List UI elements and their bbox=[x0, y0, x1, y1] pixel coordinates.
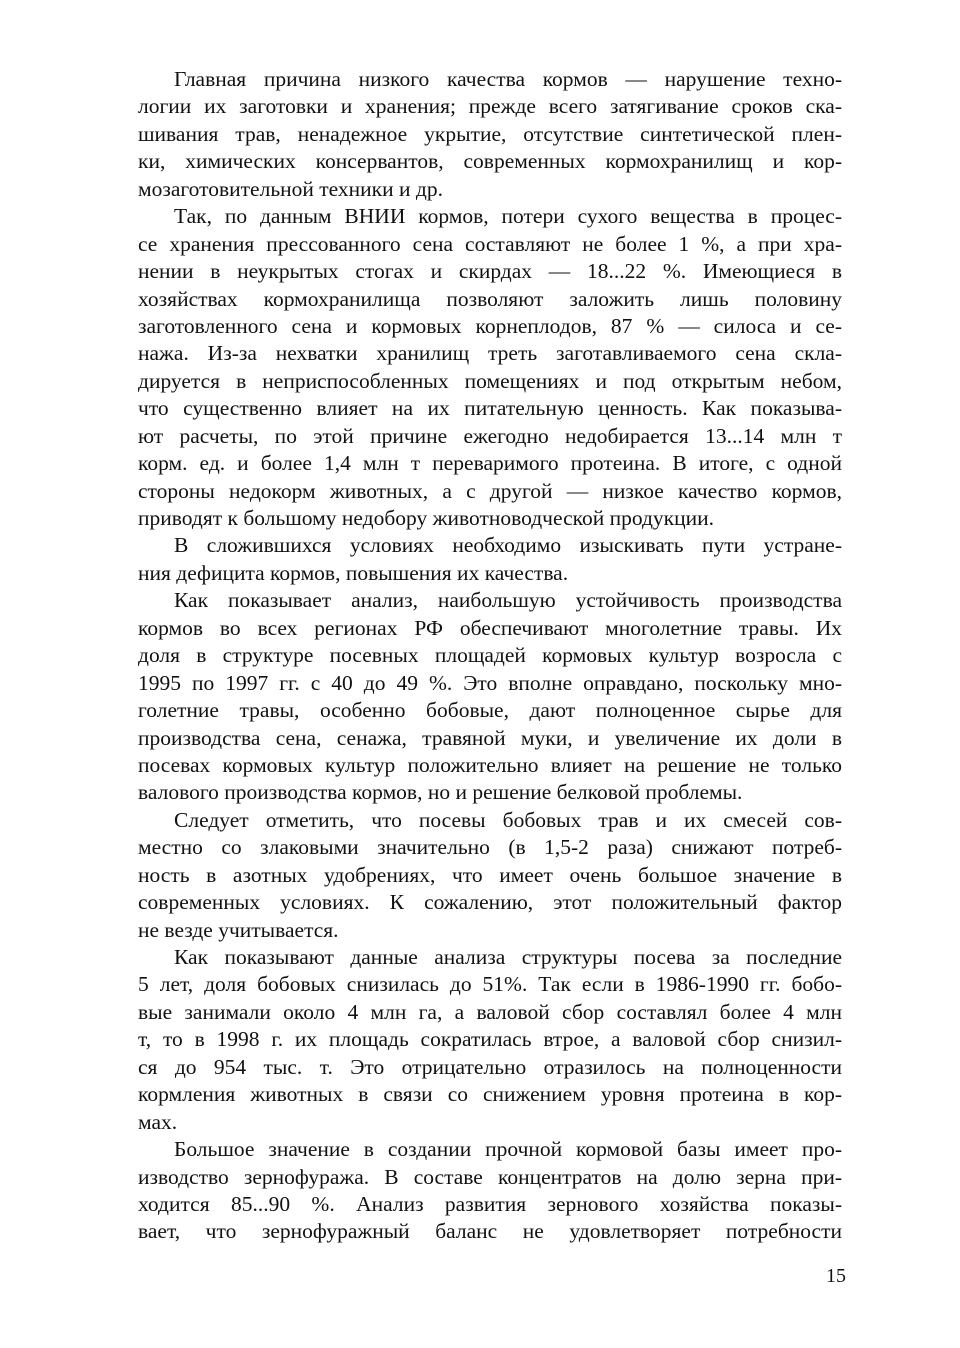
text-line: голетние травы, особенно бобовые, дают полноценное сырье для bbox=[138, 698, 842, 723]
text-line: т, то в 1998 г. их площадь сократилась втрое, а валовой сбор снизил- bbox=[138, 1027, 842, 1052]
text-line: нении в неукрытых стогах и скирдах — 18...22 %. Имеющиеся в bbox=[138, 259, 842, 284]
text-line: дируется в неприспособленных помещениях и под открытым небом, bbox=[138, 368, 842, 393]
text-line: шивания трав, ненадежное укрытие, отсутствие синтетической плен- bbox=[138, 121, 842, 146]
text-line: приводят к большому недобору животноводческой продукции. bbox=[138, 506, 715, 530]
text-line: Большое значение в создании прочной кормовой базы имеет про- bbox=[174, 1137, 842, 1162]
page-number: 15 bbox=[826, 1265, 846, 1287]
text-line: стороны недокорм животных, а с другой — низкое качество кормов, bbox=[138, 478, 842, 503]
text-line: кормов во всех регионах РФ обеспечивают многолетние травы. Их bbox=[138, 615, 842, 640]
text-line: не везде учитывается. bbox=[138, 917, 339, 942]
text-line: се хранения прессованного сена составляют не более 1 %, а при хра- bbox=[138, 231, 842, 256]
text-line: Как показывают данные анализа структуры посева за последние bbox=[174, 945, 842, 969]
text-line: валового производства кормов, но и решение белковой проблемы. bbox=[138, 780, 743, 805]
text-line: мозаготовительной техники и др. bbox=[138, 176, 443, 201]
text-line: современных условиях. К сожалению, этот положительный фактор bbox=[138, 890, 842, 915]
text-line: что существенно влияет на их питательную ценность. Как показыва- bbox=[138, 396, 842, 421]
text-line: логии их заготовки и хранения; прежде всего затягивание сроков ска- bbox=[138, 94, 842, 119]
text-line: ходится 85...90 %. Анализ развития зернового хозяйства показы- bbox=[138, 1191, 842, 1216]
text-line: вые занимали около 4 млн га, а валовой сбор составлял более 4 млн bbox=[138, 999, 842, 1024]
text-line: ют расчеты, по этой причине ежегодно недобирается 13...14 млн т bbox=[138, 423, 842, 448]
text-line: Следует отметить, что посевы бобовых трав и их смесей сов- bbox=[174, 807, 842, 832]
text-line: ся до 954 тыс. т. Это отрицательно отразилось на полноценности bbox=[138, 1054, 842, 1079]
text-line: Главная причина низкого качества кормов — нарушение техно- bbox=[174, 67, 842, 91]
text-line: корм. ед. и более 1,4 млн т переваримого протеина. В итоге, с одной bbox=[138, 451, 842, 476]
text-line: доля в структуре посевных площадей кормовых культур возросла с bbox=[138, 643, 842, 668]
text-line: кормления животных в связи со снижением уровня протеина в кор- bbox=[138, 1082, 842, 1107]
text-line: производства сена, сенажа, травяной муки, и увеличение их доли в bbox=[138, 725, 842, 750]
text-line: посевах кормовых культур положительно влияет на решение не только bbox=[138, 752, 842, 777]
text-line: мах. bbox=[138, 1109, 178, 1134]
text-line: изводство зернофуража. В составе концентратов на долю зерна при- bbox=[138, 1164, 842, 1189]
text-line: ность в азотных удобрениях, что имеет очень большое значение в bbox=[138, 862, 842, 887]
text-line: Так, по данным ВНИИ кормов, потери сухого вещества в процес- bbox=[174, 204, 842, 229]
text-line: местно со злаковыми значительно (в 1,5-2 раза) снижают потреб- bbox=[138, 835, 842, 860]
text-line: Как показывает анализ, наибольшую устойчивость производства bbox=[174, 588, 842, 613]
text-line: ки, химических консервантов, современных кормохранилищ и кор- bbox=[138, 149, 842, 174]
text-line: вает, что зернофуражный баланс не удовлетворяет потребности bbox=[138, 1219, 842, 1244]
text-line: В сложившихся условиях необходимо изыскивать пути устране- bbox=[174, 533, 842, 558]
text-line: заготовленного сена и кормовых корнеплодов, 87 % — силоса и се- bbox=[138, 313, 842, 338]
text-line: ния дефицита кормов, повышения их качества. bbox=[138, 560, 569, 585]
text-line: нажа. Из-за нехватки хранилищ треть заготавливаемого сена скла- bbox=[138, 341, 842, 366]
text-line: 5 лет, доля бобовых снизилась до 51%. Так если в 1986-1990 гг. бобо- bbox=[138, 972, 842, 997]
page-body bbox=[138, 66, 842, 1246]
text-line: 1995 по 1997 гг. с 40 до 49 %. Это вполне оправдано, поскольку мно- bbox=[138, 670, 842, 695]
text-line: хозяйствах кормохранилища позволяют заложить лишь половину bbox=[138, 286, 842, 311]
